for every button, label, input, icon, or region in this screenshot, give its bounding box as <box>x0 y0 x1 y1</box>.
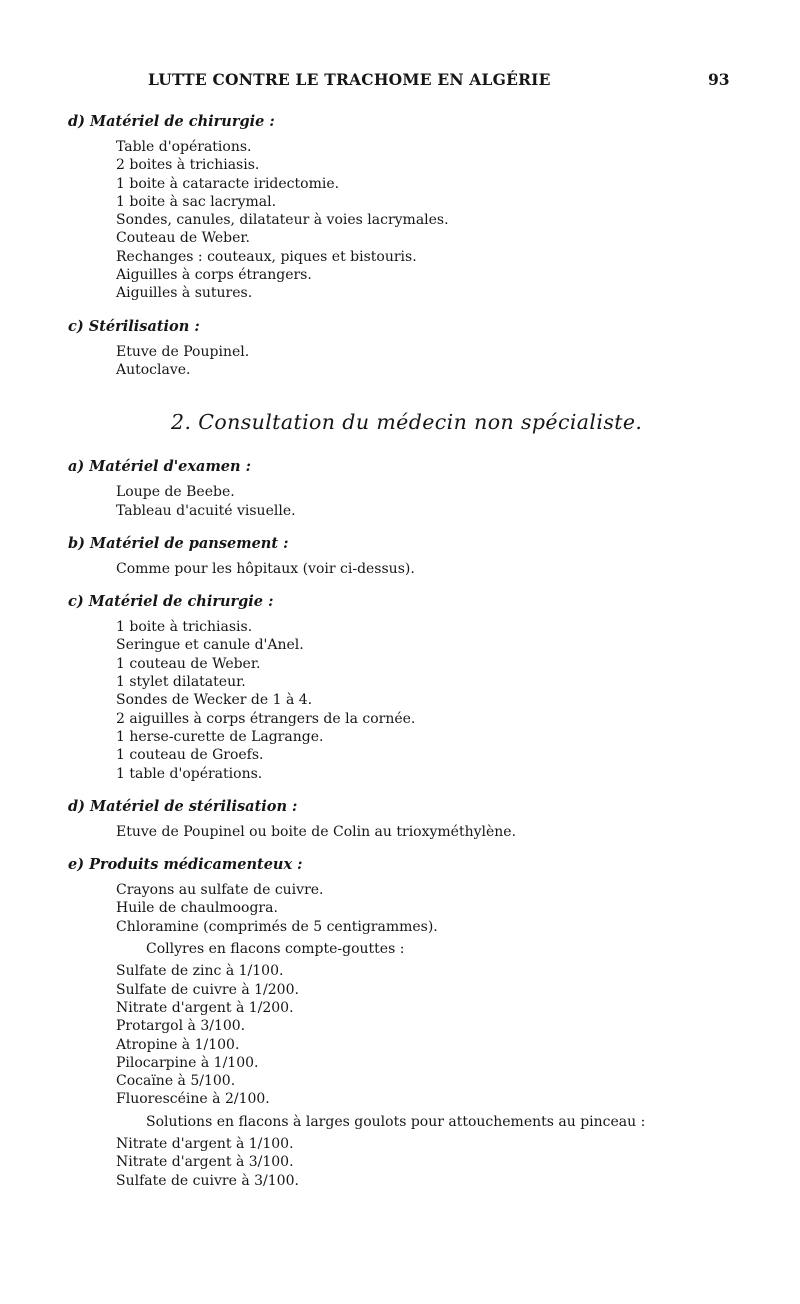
list-item: Aiguilles à sutures. <box>116 285 253 302</box>
list-item: Autoclave. <box>116 361 191 378</box>
list-item: 1 stylet dilatateur. <box>116 674 246 691</box>
list-item: 1 herse-curette de Lagrange. <box>116 728 324 745</box>
sterilisation-equipment-list <box>116 823 800 841</box>
list-item: Nitrate d'argent à 3/100. <box>116 1154 294 1171</box>
list-item: Fluorescéine à 2/100. <box>116 1091 270 1108</box>
list-item: Nitrate d'argent à 1/100. <box>116 1135 294 1152</box>
list-item: Crayons au sulfate de cuivre. <box>116 882 324 899</box>
list-item: Cocaïne à 5/100. <box>116 1073 236 1090</box>
list-item: Sondes de Wecker de 1 à 4. <box>116 692 313 709</box>
list-item: 1 boite à sac lacrymal. <box>116 193 277 210</box>
list-item: Pilocarpine à 1/100. <box>116 1054 259 1071</box>
page-content <box>0 112 800 1190</box>
list-item: Atropine à 1/100. <box>116 1036 240 1053</box>
list-item: Comme pour les hôpitaux (voir ci-dessus). <box>116 560 415 577</box>
running-header <box>0 70 800 94</box>
dressing-equipment-list <box>116 560 800 578</box>
list-item: 1 couteau de Groefs. <box>116 747 264 764</box>
sterilisation-list <box>116 343 800 380</box>
list-item: Loupe de Beebe. <box>116 484 235 501</box>
list-item: Rechanges : couteaux, piques et bistouris. <box>116 248 417 265</box>
list-item: Seringue et canule d'Anel. <box>116 637 304 654</box>
list-item: Protargol à 3/100. <box>116 1018 246 1035</box>
list-item: Aiguilles à corps étrangers. <box>116 267 312 284</box>
list-item: Tableau d'acuité visuelle. <box>116 502 296 519</box>
list-item: Nitrate d'argent à 1/200. <box>116 999 294 1016</box>
section-heading-examination-equipment: a) Matériel d'examen : <box>68 458 251 476</box>
section-heading-dressing-equipment: b) Matériel de pansement : <box>68 534 289 552</box>
running-title: LUTTE CONTRE LE TRACHOME EN ALGÉRIE <box>148 70 551 89</box>
gp-surgery-equipment-list <box>116 618 800 783</box>
list-item: Etuve de Poupinel ou boite de Colin au trioxyméthylène. <box>116 823 517 840</box>
list-item: 1 table d'opérations. <box>116 765 263 782</box>
list-item: Table d'opérations. <box>116 139 252 155</box>
list-item: 2 boites à trichiasis. <box>116 157 260 174</box>
list-item: Sondes, canules, dilatateur à voies lacrymales. <box>116 212 449 229</box>
list-item: 1 boite à cataracte iridectomie. <box>116 175 340 192</box>
collyres-subheading: Collyres en flacons compte-gouttes : <box>146 941 405 958</box>
list-item: Sulfate de cuivre à 1/200. <box>116 981 299 998</box>
surgery-equipment-list <box>116 138 800 303</box>
collyres-list <box>116 962 800 1108</box>
examination-equipment-list <box>116 483 800 520</box>
list-item: Couteau de Weber. <box>116 230 250 247</box>
page-number: 93 <box>708 70 730 89</box>
section-heading-medicinal-products: e) Produits médicamenteux : <box>68 856 303 874</box>
solutions-subheading: Solutions en flacons à larges goulots pour attouchements au pinceau : <box>146 1113 646 1130</box>
list-item: Chloramine (comprimés de 5 centigrammes). <box>116 918 438 935</box>
section-heading-sterilisation-equipment: d) Matériel de stérilisation : <box>68 797 298 815</box>
section-heading-sterilisation: c) Stérilisation : <box>68 317 200 335</box>
list-item: 1 boite à trichiasis. <box>116 619 253 636</box>
list-item: Etuve de Poupinel. <box>116 343 250 360</box>
solutions-list <box>116 1135 800 1190</box>
list-item: Sulfate de zinc à 1/100. <box>116 963 284 980</box>
list-item: Sulfate de cuivre à 3/100. <box>116 1172 299 1189</box>
section-heading-gp-surgery-equipment: c) Matériel de chirurgie : <box>68 593 274 611</box>
medicinal-products-list <box>116 881 800 936</box>
list-item: 1 couteau de Weber. <box>116 655 261 672</box>
list-item: Huile de chaulmoogra. <box>116 900 278 917</box>
list-item: 2 aiguilles à corps étrangers de la cornée. <box>116 710 416 727</box>
part-title-consultation: 2. Consultation du médecin non spécialiste. <box>171 410 643 435</box>
section-heading-surgery-equipment: d) Matériel de chirurgie : <box>68 113 275 130</box>
